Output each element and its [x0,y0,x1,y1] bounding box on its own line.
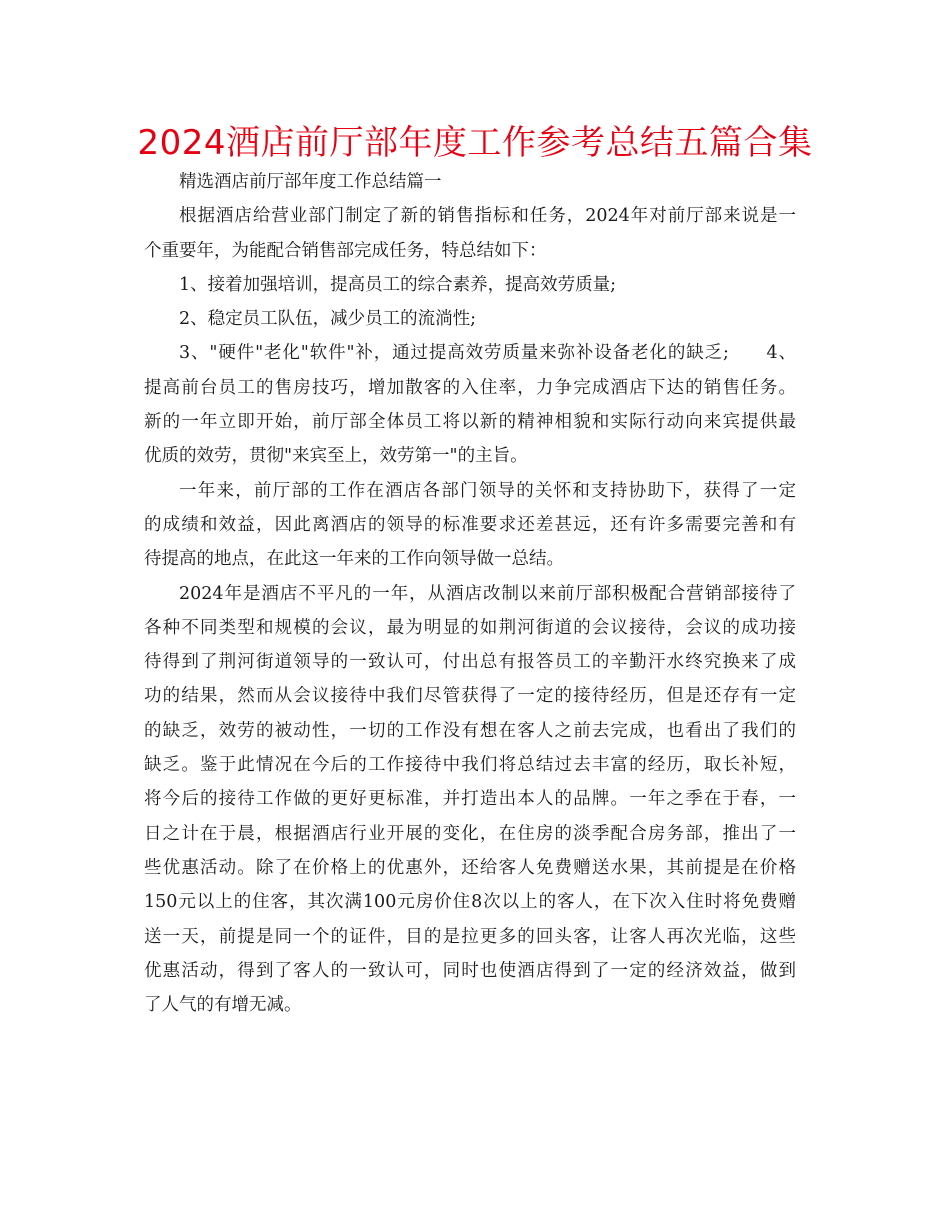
body-line: 了人气的有增无减。 [144,995,302,1016]
body-line: 精选酒店前厅部年度工作总结篇一 [179,172,442,192]
body-line: 根据酒店给营业部门制定了新的销售指标和任务，2024年对前厅部来说是一 [179,206,796,227]
body-line: 优惠活动，得到了客人的一致认可，同时也使酒店得到了一定的经济效益，做到 [144,960,796,981]
body-line: 些优惠活动。除了在价格上的优惠外，还给客人免费赠送水果，其前提是在价格 [144,857,796,878]
body-line: 待提高的地点，在此这一年来的工作向领导做一总结。 [144,549,564,570]
body-line: 150元以上的住客，其次满100元房价住8次以上的客人，在下次入住时将免费赠 [144,892,796,913]
body-line: 的成绩和效益，因此离酒店的领导的标准要求还差甚远，还有许多需要完善和有 [144,514,796,535]
body-line: 1、接着加强培训，提高员工的综合素养，提高效劳质量; [179,274,617,295]
document-title: 2024酒店前厅部年度工作参考总结五篇合集 [137,123,813,163]
body-line: 各种不同类型和规模的会议，最为明显的如荆河街道的会议接待，会议的成功接 [144,617,796,638]
body-line: 缺乏。鉴于此情况在今后的工作接待中我们将总结过去丰富的经历，取长补短， [144,755,796,776]
body-line: 一年来，前厅部的工作在酒店各部门领导的关怀和支持协助下，获得了一定 [179,480,796,501]
body-line: 日之计在于晨，根据酒店行业开展的变化，在住房的淡季配合房务部，推出了一 [144,823,796,844]
body-line: 个重要年，为能配合销售部完成任务，特总结如下： [144,240,547,261]
body-line: 送一天，前提是同一个的证件，目的是拉更多的回头客，让客人再次光临，这些 [144,926,796,947]
body-line: 2024年是酒店不平凡的一年，从酒店改制以来前厅部积极配合营销部接待了 [179,583,796,604]
body-line: 的缺乏，效劳的被动性，一切的工作没有想在客人之前去完成，也看出了我们的 [144,720,796,741]
body-line: 待得到了荆河街道领导的一致认可，付出总有报答员工的辛勤汗水终究换来了成 [144,652,796,673]
body-line: 3、"硬件"老化"软件"补，通过提高效劳质量来弥补设备老化的缺乏; 4、 [179,343,796,364]
body-line: 优质的效劳，贯彻"来宾至上，效劳第一"的主旨。 [144,446,528,467]
document-body [144,165,796,1022]
body-line: 功的结果，然而从会议接待中我们尽管获得了一定的接待经历，但是还存有一定 [144,686,796,707]
body-line: 2、稳定员工队伍，减少员工的流淌性; [179,309,477,330]
body-line: 将今后的接待工作做的更好更标准，并打造出本人的品牌。一年之季在于春，一 [144,789,796,810]
body-line: 提高前台员工的售房技巧，增加散客的入住率，力争完成酒店下达的销售任务。 [144,377,796,398]
body-line: 新的一年立即开始，前厅部全体员工将以新的精神相貌和实际行动向来宾提供最 [144,412,796,433]
